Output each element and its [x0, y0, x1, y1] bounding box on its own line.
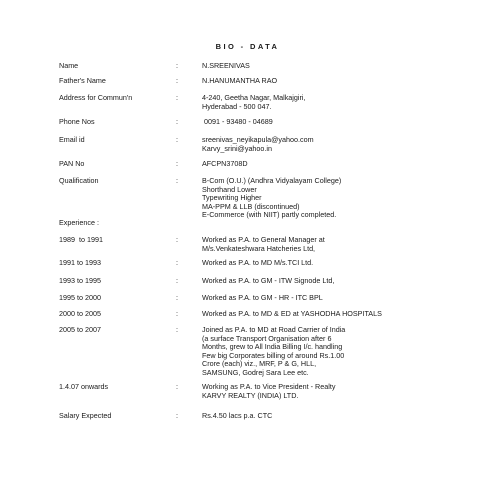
experience-description [202, 236, 325, 253]
field-colon: : [176, 276, 178, 285]
value-line: 4-240, Geetha Nagar, Malkajgiri, [202, 93, 306, 102]
field-colon: : [176, 325, 178, 334]
field-colon: : [176, 159, 178, 168]
field-colon: : [176, 411, 178, 420]
field-label: Email id [59, 135, 85, 144]
value-line: KARVY REALTY (INDIA) LTD. [202, 390, 299, 400]
experience-period: 1993 to 1995 [59, 276, 101, 285]
experience-description [202, 310, 382, 319]
email-line: Karvy_srini@yahoo.in [202, 143, 273, 153]
experience-description [202, 326, 345, 378]
field-value [202, 160, 248, 169]
field-colon: : [176, 135, 178, 144]
field-label: Qualification [59, 176, 99, 185]
field-label: Name [59, 61, 79, 70]
value-line: Shorthand Lower [202, 184, 257, 194]
experience-heading: Experience : [59, 218, 99, 227]
field-value [202, 118, 273, 127]
value-line: Crore (each) viz., MRF, P & G, HLL, [202, 359, 317, 369]
value-line: M/s.Venkateshwara Hatcheries Ltd, [202, 243, 316, 253]
value-line: SAMSUNG, Godrej Sara Lee etc. [202, 367, 309, 377]
value-line: N.HANUMANTHA RAO [202, 76, 278, 85]
field-value [202, 412, 272, 421]
experience-description [202, 294, 323, 303]
value-line: Joined as P.A. to MD at Road Carrier of India [202, 325, 346, 334]
field-colon: : [176, 293, 178, 302]
experience-description [202, 259, 313, 268]
field-colon: : [176, 235, 178, 244]
value-line: (a surface Transport Organisation after 6 [202, 333, 332, 343]
field-value [202, 136, 314, 153]
field-value [202, 77, 277, 86]
field-colon: : [176, 61, 178, 70]
value-line: N.SREENIVAS [202, 61, 250, 70]
field-colon: : [176, 382, 178, 391]
field-colon: : [176, 117, 178, 126]
experience-period: 1.4.07 onwards [59, 382, 109, 391]
field-label: Address for Commun'n [59, 93, 133, 102]
field-colon: : [176, 309, 178, 318]
experience-period: 1989 to 1991 [59, 235, 103, 244]
value-line: AFCPN3708D [202, 159, 248, 168]
field-label: Salary Expected [59, 411, 112, 420]
experience-description [202, 277, 334, 286]
experience-period: 2005 to 2007 [59, 325, 101, 334]
field-label: Phone Nos [59, 117, 95, 126]
field-label: PAN No [59, 159, 85, 168]
field-value [202, 177, 341, 220]
experience-description [202, 383, 335, 400]
value-line: Worked as P.A. to General Manager at [202, 235, 325, 244]
value-line: Worked as P.A. to GM - HR - ITC BPL [202, 293, 323, 302]
experience-period: 1991 to 1993 [59, 258, 101, 267]
value-line: Worked as P.A. to MD & ED at YASHODHA HOSPITALS [202, 309, 382, 318]
field-value [202, 94, 305, 111]
value-line: E-Commerce (with NIIT) partly completed. [202, 210, 337, 220]
value-line: Rs.4.50 lacs p.a. CTC [202, 411, 273, 420]
value-line: Typewriting Higher [202, 193, 262, 203]
field-colon: : [176, 76, 178, 85]
field-colon: : [176, 93, 178, 102]
value-line: B-Com (O.U.) (Andhra Vidyalayam College) [202, 176, 342, 185]
field-label: Father's Name [59, 76, 106, 85]
value-line: Working as P.A. to Vice President - Realty [202, 382, 336, 391]
document-title: BIO - DATA [215, 42, 280, 51]
experience-period: 2000 to 2005 [59, 309, 101, 318]
field-colon: : [176, 258, 178, 267]
value-line: 0091 - 93480 - 04689 [202, 117, 273, 126]
experience-period: 1995 to 2000 [59, 293, 101, 302]
value-line: Hyderabad - 500 047. [202, 101, 272, 111]
email-line: sreenivas_neyikapula@yahoo.com [202, 135, 314, 144]
value-line: Worked as P.A. to GM - ITW Signode Ltd, [202, 276, 335, 285]
value-line: Few big Corporates billing of around Rs.1.00 [202, 350, 345, 360]
value-line: Months, grew to All India Billing I/c. handling [202, 342, 343, 352]
value-line: Worked as P.A. to MD M/s.TCI Ltd. [202, 258, 314, 267]
field-value [202, 62, 250, 71]
value-line: MA-PPM & LLB (discontinued) [202, 201, 300, 211]
field-colon: : [176, 176, 178, 185]
